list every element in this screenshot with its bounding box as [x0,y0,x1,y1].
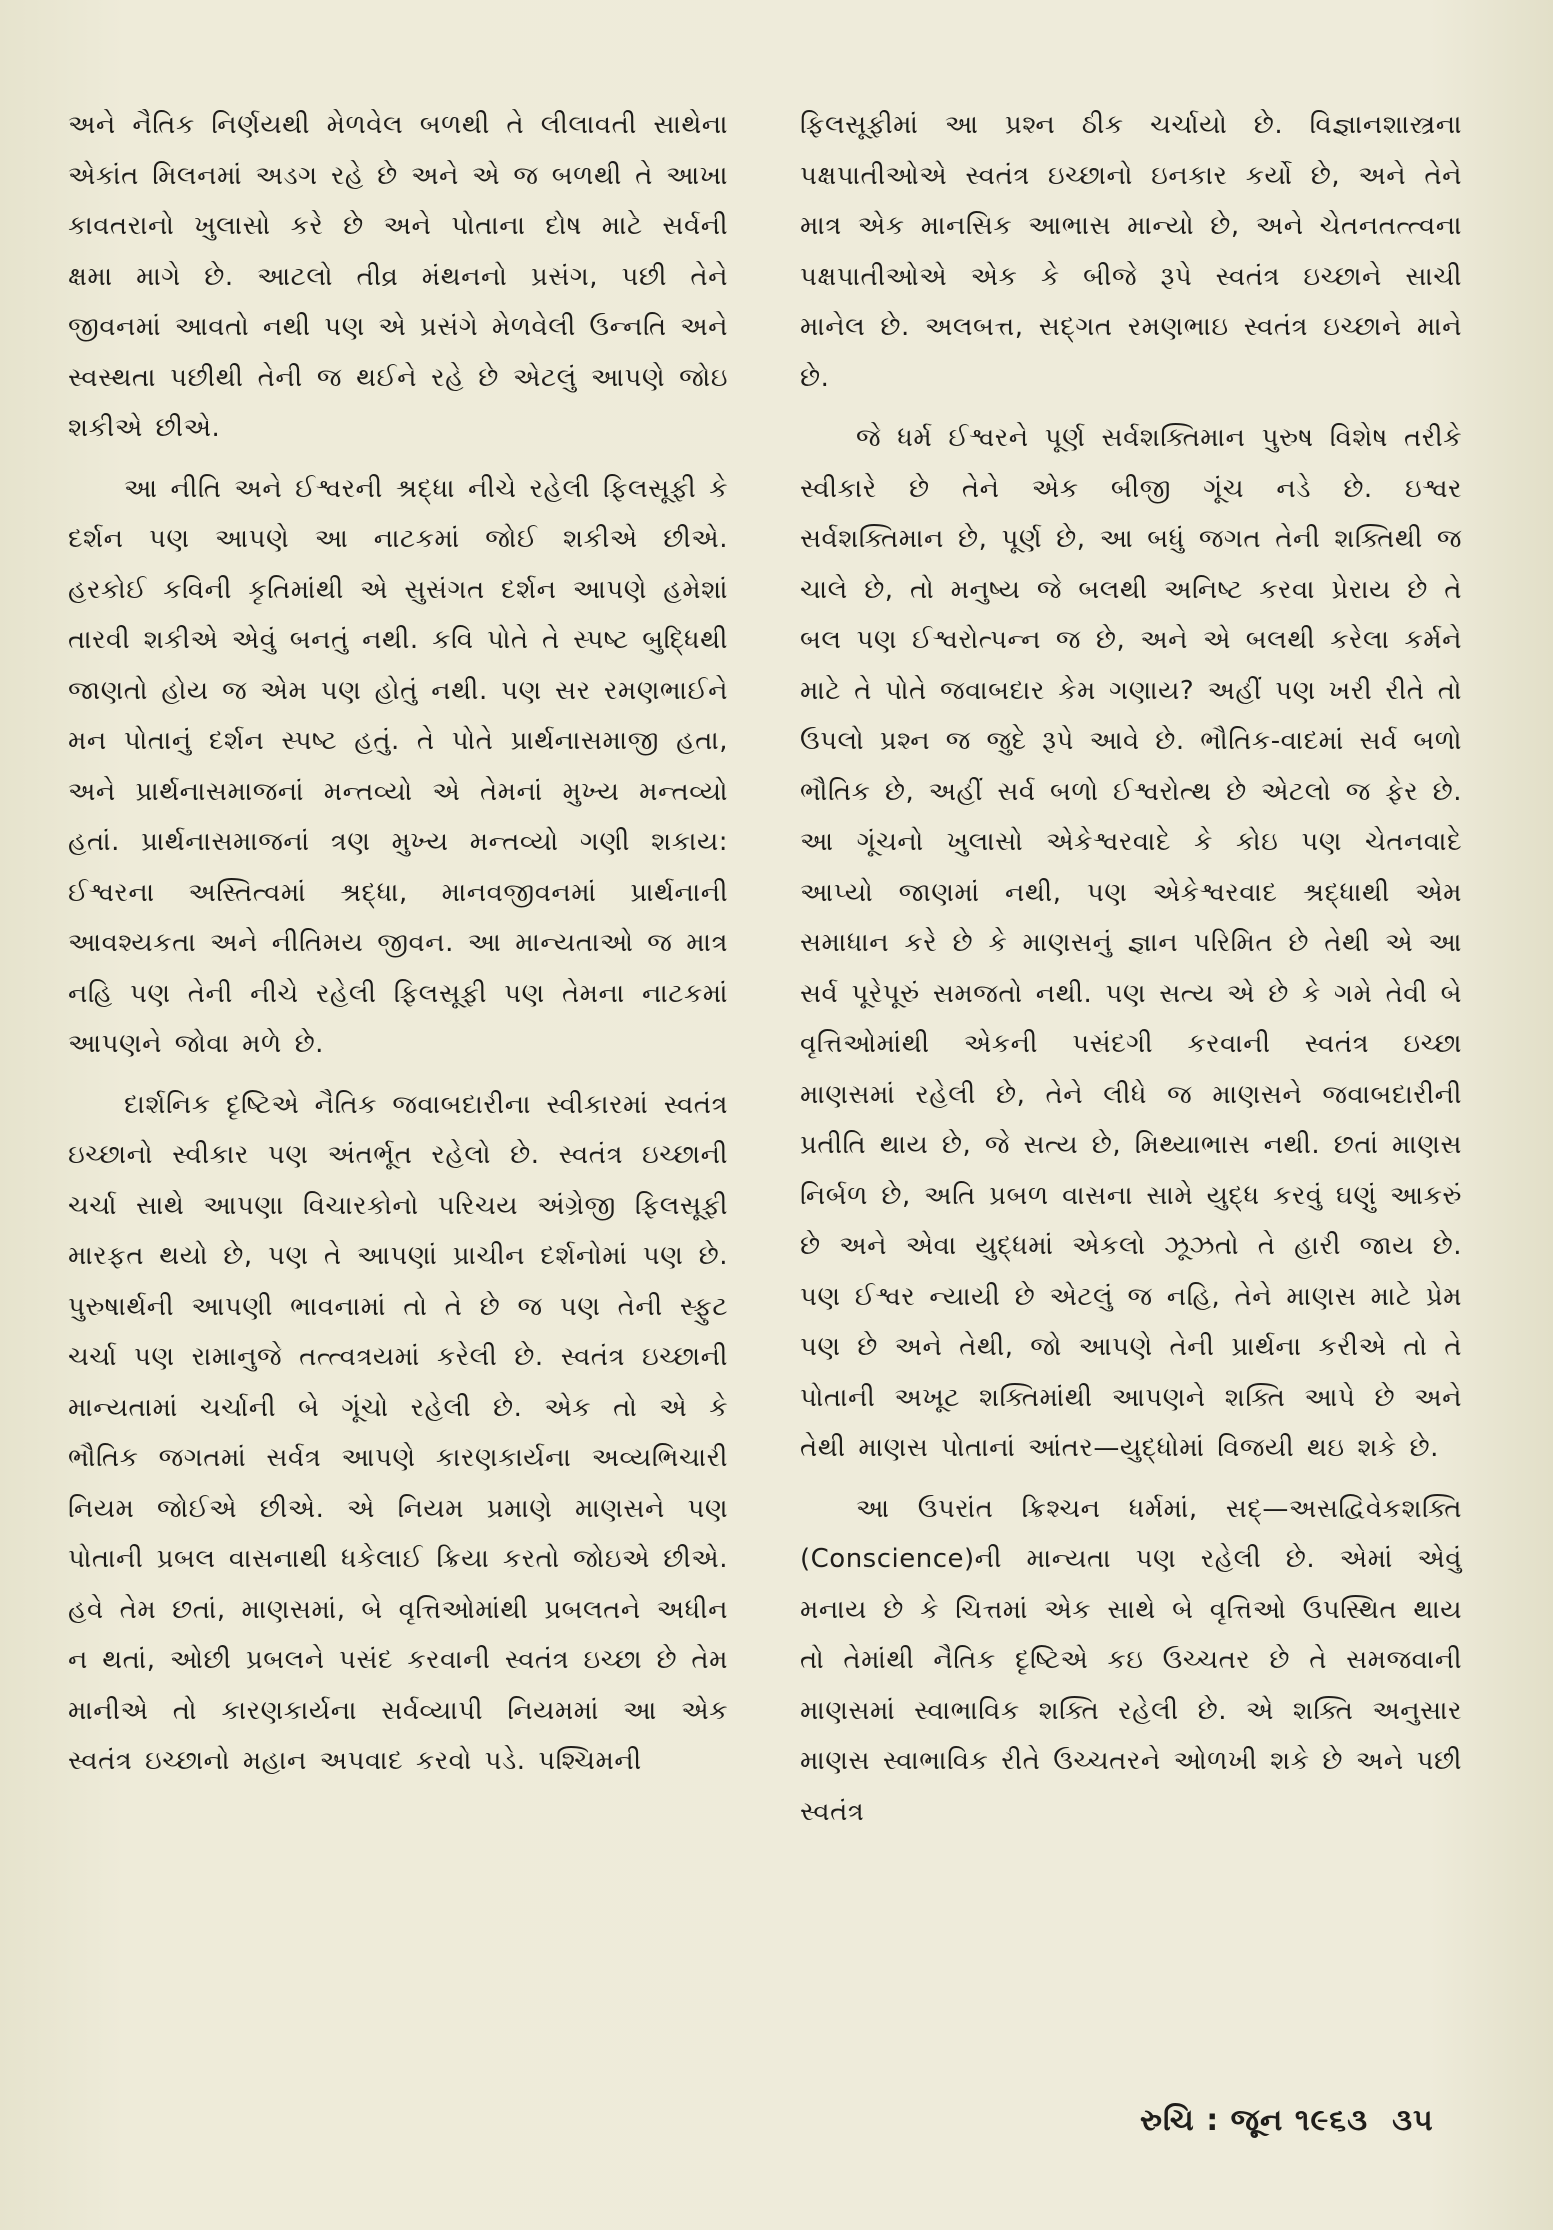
paragraph: અને નૈતિક નિર્ણયથી મેળવેલ બળથી તે લીલાવતી સાથેના એકાંત મિલનમાં અડગ રહે છે અને એ જ બળથી તે આખા કાવતરાનો ખુલાસો કરે છે અને પોતાના દોષ માટે સર્વની ક્ષમા માગે છે. આટલો તીવ્ર મંથનનો પ્રસંગ, પછી તેને જીવનમાં આવતો નથી પણ એ પ્રસંગે મેળવેલી ઉન્નતિ અને સ્વસ્થતા પછીથી તેની જ થઈને રહે છે એટલું આપણે જોઇ શકીએ છીએ. [68,110,728,443]
magazine-issue-label: રુચિ : જૂન ૧૯૬૩ [1140,2103,1369,2138]
page-number: ૩૫ [1392,2103,1434,2138]
paragraph: જે ધર્મ ઈશ્વરને પૂર્ણ સર્વશક્તિમાન પુરુષ વિશેષ તરીકે સ્વીકારે છે તેને એક બીજી ગૂંચ નડે છે. ઇશ્વર સર્વશક્તિમાન છે, પૂર્ણ છે, આ બધું જગત તેની શક્તિથી જ ચાલે છે, તો મનુષ્ય જે બલથી અનિષ્ટ કરવા પ્રેરાય છે તે બલ પણ ઈશ્વરોત્પન્ન જ છે, અને એ બલથી કરેલા કર્મને માટે તે પોતે જવાબદાર કેમ ગણાય? અહીં પણ ખરી રીતે તો ઉપલો પ્રશ્ન જ જુદે રૂપે આવે છે. ભૌતિક-વાદમાં સર્વ બળો ભૌતિક છે, અહીં સર્વ બળો ઈશ્વરોત્થ છે એટલો જ ફેર છે. આ ગૂંચનો ખુલાસો એકેશ્વરવાદે કે કોઇ પણ ચેતનવાદે આપ્યો જાણમાં નથી, પણ એકેશ્વરવાદ શ્રદ્ધાથી એમ સમાધાન કરે છે કે માણસનું જ્ઞાન પરિમિત છે તેથી એ આ સર્વ પૂરેપૂરું સમજતો નથી. પણ સત્ય એ છે કે ગમે તેવી બે વૃત્તિઓમાંથી એકની પસંદગી કરવાની સ્વતંત્ર ઇચ્છા માણસમાં રહેલી છે, તેને લીધે જ માણસને જવાબદારીની પ્રતીતિ થાય છે, જે સત્ય છે, મિથ્યાભાસ નથી. છતાં માણસ નિર્બળ છે, અતિ પ્રબળ વાસના સામે યુદ્ધ કરવું ઘણું આકરું છે અને એવા યુદ્ધમાં એકલો ઝૂઝતો તે હારી જાય છે. પણ ઈશ્વર ન્યાયી છે એટલું જ નહિ, તેને માણસ માટે પ્રેમ પણ છે અને તેથી, જો આપણે તેની પ્રાર્થના કરીએ તો તે પોતાની અખૂટ શક્તિમાંથી આપણને શક્તિ આપે છે અને તેથી માણસ પોતાનાં આંતર—યુદ્ધોમાં વિજયી થઇ શકે છે. [800,423,1462,1463]
left-text-column [68,100,728,1787]
paragraph: ફિલસૂફીમાં આ પ્રશ્ન ઠીક ચર્ચાયો છે. વિજ્ઞાનશાસ્ત્રના પક્ષપાતીઓએ સ્વતંત્ર ઇચ્છાનો ઇનકાર કર્યો છે, અને તેને માત્ર એક માનસિક આભાસ માન્યો છે, અને ચેતનતત્ત્વના પક્ષપાતીઓએ એક કે બીજે રૂપે સ્વતંત્ર ઇચ્છાને સાચી માનેલ છે. અલબત્ત, સદ્ગત રમણભાઇ સ્વતંત્ર ઇચ્છાને માને છે. [800,110,1462,393]
paragraph: આ ઉપરાંત ક્રિશ્ચન ધર્મમાં, સદ્—અસદ્વિવેકશક્તિ (Conscience)ની માન્યતા પણ રહેલી છે. એમાં એવું મનાય છે કે ચિત્તમાં એક સાથે બે વૃત્તિઓ ઉપસ્થિત થાય તો તેમાંથી નૈતિક દૃષ્ટિએ કઇ ઉચ્ચતર છે તે સમજવાની માણસમાં સ્વાભાવિક શક્તિ રહેલી છે. એ શક્તિ અનુસાર માણસ સ્વાભાવિક રીતે ઉચ્ચતરને ઓળખી શકે છે અને પછી સ્વતંત્ર [800,1493,1462,1827]
paragraph: દાર્શનિક દૃષ્ટિએ નૈતિક જવાબદારીના સ્વીકારમાં સ્વતંત્ર ઇચ્છાનો સ્વીકાર પણ અંતર્ભૂત રહેલો છે. સ્વતંત્ર ઇચ્છાની ચર્ચા સાથે આપણા વિચારકોનો પરિચય અંગ્રેજી ફિલસૂફી મારફત થયો છે, પણ તે આપણાં પ્રાચીન દર્શનોમાં પણ છે. પુરુષાર્થની આપણી ભાવનામાં તો તે છે જ પણ તેની સ્ફુટ ચર્ચા પણ રામાનુજે તત્ત્વત્રયમાં કરેલી છે. સ્વતંત્ર ઇચ્છાની માન્યતામાં ચર્ચાની બે ગૂંચો રહેલી છે. એક તો એ કે ભૌતિક જગતમાં સર્વત્ર આપણે કારણકાર્યના અવ્યભિચારી નિયમ જોઈએ છીએ. એ નિયમ પ્રમાણે માણસને પણ પોતાની પ્રબલ વાસનાથી ધકેલાઈ ક્રિયા કરતો જોઇએ છીએ. હવે તેમ છતાં, માણસમાં, બે વૃત્તિઓમાંથી પ્રબલતને અધીન ન થતાં, ઓછી પ્રબલને પસંદ કરવાની સ્વતંત્ર ઇચ્છા છે તેમ માનીએ તો કારણકાર્યના સર્વવ્યાપી નિયમમાં આ એક સ્વતંત્ર ઇચ્છાનો મહાન અપવાદ કરવો પડે. પશ્ચિમની [68,1089,728,1776]
right-text-column [800,100,1462,1837]
page-footer [1140,2103,1434,2138]
paragraph: આ નીતિ અને ઈશ્વરની શ્રદ્ધા નીચે રહેલી ફિલસૂફી કે દર્શન પણ આપણે આ નાટકમાં જોઈ શકીએ છીએ. હરકોઈ કવિની કૃતિમાંથી એ સુસંગત દર્શન આપણે હમેશાં તારવી શકીએ એવું બનતું નથી. કવિ પોતે તે સ્પષ્ટ બુદ્ધિથી જાણતો હોય જ એમ પણ હોતું નથી. પણ સર રમણભાઈને મન પોતાનું દર્શન સ્પષ્ટ હતું. તે પોતે પ્રાર્થનાસમાજી હતા, અને પ્રાર્થનાસમાજનાં મન્તવ્યો એ તેમનાં મુખ્ય મન્તવ્યો હતાં. પ્રાર્થનાસમાજનાં ત્રણ મુખ્ય મન્તવ્યો ગણી શકાય: ઈશ્વરના અસ્તિત્વમાં શ્રદ્ધા, માનવજીવનમાં પ્રાર્થનાની આવશ્યકતા અને નીતિમય જીવન. આ માન્યતાઓ જ માત્ર નહિ પણ તેની નીચે રહેલી ફિલસૂફી પણ તેમના નાટકમાં આપણને જોવા મળે છે. [68,473,728,1059]
